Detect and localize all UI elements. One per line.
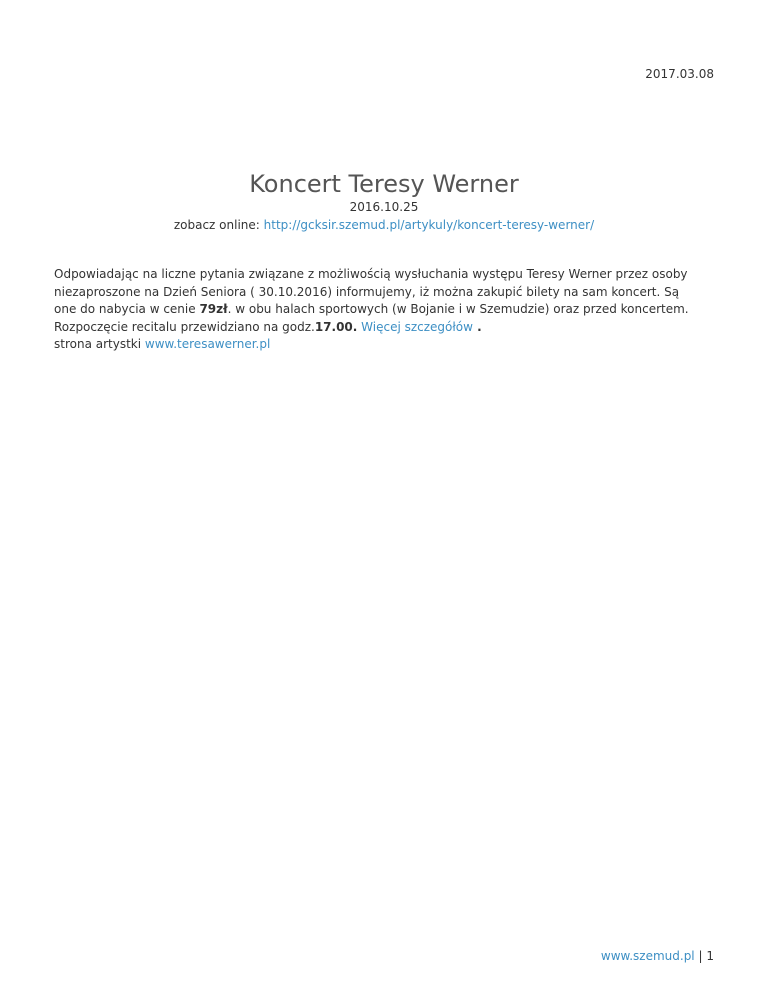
page-footer <box>601 949 714 963</box>
body-line: Rozpoczęcie recitalu przewidziano na godz.17.00. Więcej szczegółów . <box>54 319 482 334</box>
footer-site-link[interactable]: www.szemud.pl <box>600 949 695 963</box>
page-number: 1 <box>706 949 714 963</box>
print-date: 2017.03.08 <box>645 67 714 81</box>
online-label: zobacz online: <box>173 218 264 232</box>
body-line: niezaproszone na Dzień Seniora ( 30.10.2016) informujemy, iż można zakupić bilety na sam koncert. Są <box>54 284 680 299</box>
body-line: strona artystki www.teresawerner.pl <box>54 337 271 351</box>
start-time: 17.00. <box>314 319 358 334</box>
article-body <box>54 266 714 354</box>
footer-separator: | <box>698 949 703 963</box>
article-url-link[interactable]: http://gcksir.szemud.pl/artykuly/koncert-teresy-werner/ <box>263 218 595 232</box>
artist-website-link[interactable]: www.teresawerner.pl <box>144 337 271 351</box>
body-line: Odpowiadając na liczne pytania związane z możliwością wysłuchania występu Teresy Werner przez osoby <box>54 267 688 281</box>
article-date: 2016.10.25 <box>349 200 419 214</box>
body-line: one do nabycia w cenie 79zł. w obu halach sportowych (w Bojanie i w Szemudzie) oraz przed koncertem. <box>54 302 689 316</box>
online-link-row <box>0 218 768 232</box>
article-title: Koncert Teresy Werner <box>249 170 519 198</box>
ticket-price: 79zł <box>199 302 228 316</box>
more-details-link[interactable]: Więcej szczegółów <box>361 319 473 334</box>
